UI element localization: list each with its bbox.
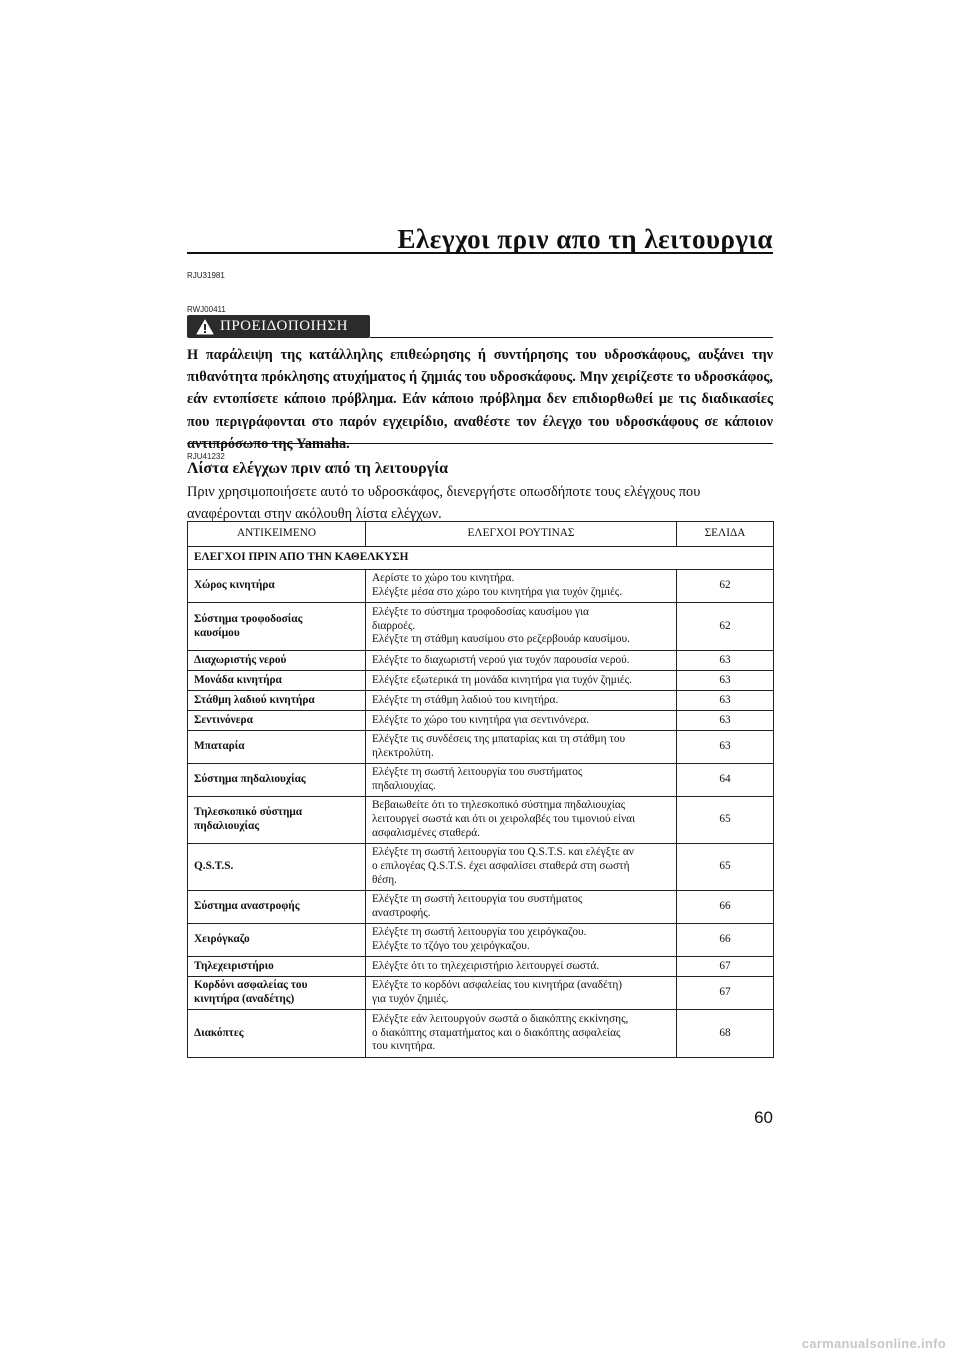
warning-badge — [187, 315, 370, 338]
table-row — [188, 1010, 774, 1058]
row-check: Ελέγξτε το κορδόνι ασφαλείας του κινητήρα (αναδέτη) για τυχόν ζημιές. — [366, 977, 677, 1010]
table-row — [188, 977, 774, 1010]
section-intro: Πριν χρησιμοποιήσετε αυτό το υδροσκάφος, διενεργήστε οπωσδήποτε τους ελέγχους που αναφέρονται στην ακόλουθη λίστα ελέγχων. — [187, 484, 701, 522]
row-item: Σύστημα τροφοδοσίας καυσίμου — [188, 603, 366, 651]
row-page: 68 — [677, 1010, 774, 1058]
row-page: 63 — [677, 731, 774, 764]
row-check: Ελέγξτε τη στάθμη λαδιού του κινητήρα. — [366, 691, 677, 711]
row-page: 62 — [677, 570, 774, 603]
row-page: 63 — [677, 711, 774, 731]
row-check: Ελέγξτε το διαχωριστή νερού για τυχόν παρουσία νερού. — [366, 651, 677, 671]
warning-header — [187, 315, 773, 339]
row-check: Ελέγξτε εξωτερικά τη μονάδα κινητήρα για τυχόν ζημιές. — [366, 671, 677, 691]
group-label: ΕΛΕΓΧΟΙ ΠΡΙΝ ΑΠΟ ΤΗΝ ΚΑΘΕΛΚΥΣΗ — [188, 547, 774, 570]
row-page: 62 — [677, 603, 774, 651]
row-item: Στάθμη λαδιού κινητήρα — [188, 691, 366, 711]
row-page: 65 — [677, 797, 774, 844]
row-check: Ελέγξτε εάν λειτουργούν σωστά ο διακόπτης εκκίνησης, ο διακόπτης σταματήματος και ο διακόπτης ασφαλείας του κινητήρα. — [366, 1010, 677, 1058]
table-group-row — [188, 547, 774, 570]
table-header-row — [188, 522, 774, 547]
row-check: Ελέγξτε τη σωστή λειτουργία του συστήματος πηδαλιουχίας. — [366, 764, 677, 797]
row-page: 67 — [677, 957, 774, 977]
row-check: Ελέγξτε τη σωστή λειτουργία του χειρόγκαζου. Ελέγξτε το τζόγο του χειρόγκαζου. — [366, 924, 677, 957]
watermark: carmanualsonline.info — [801, 1336, 946, 1351]
warning-label: ΠΡΟΕΙΔΟΠΟΙΗΣΗ — [220, 318, 348, 334]
warning-bottom-rule — [187, 443, 773, 444]
row-check: Αερίστε το χώρο του κινητήρα. Ελέγξτε μέσα στο χώρο του κινητήρα για τυχόν ζημιές. — [366, 570, 677, 603]
reference-code-warning: RWJ00411 — [187, 305, 226, 314]
table-row — [188, 711, 774, 731]
warning-triangle-icon — [196, 319, 214, 335]
row-item: Μπαταρία — [188, 731, 366, 764]
row-page: 65 — [677, 844, 774, 891]
header-page: ΣΕΛΙΔΑ — [677, 522, 774, 547]
table-row — [188, 764, 774, 797]
checklist-table — [187, 521, 774, 1058]
title-rule — [187, 252, 773, 254]
table-row — [188, 651, 774, 671]
table-row — [188, 731, 774, 764]
row-item: Διακόπτες — [188, 1010, 366, 1058]
row-page: 66 — [677, 891, 774, 924]
row-page: 67 — [677, 977, 774, 1010]
row-check: Ελέγξτε τις συνδέσεις της μπαταρίας και τη στάθμη του ηλεκτρολύτη. — [366, 731, 677, 764]
row-check: Ελέγξτε το σύστημα τροφοδοσίας καυσίμου για διαρροές. Ελέγξτε τη στάθμη καυσίμου στο ρεζερβουάρ καυσίμου. — [366, 603, 677, 651]
row-check: Ελέγξτε το χώρο του κινητήρα για σεντινόνερα. — [366, 711, 677, 731]
row-item: Διαχωριστής νερού — [188, 651, 366, 671]
row-item: Σύστημα πηδαλιουχίας — [188, 764, 366, 797]
header-check: ΕΛΕΓΧΟΙ ΡΟΥΤΙΝΑΣ — [366, 522, 677, 547]
reference-code-top: RJU31981 — [187, 271, 225, 280]
row-item: Σεντινόνερα — [188, 711, 366, 731]
row-check: Ελέγξτε ότι το τηλεχειριστήριο λειτουργεί σωστά. — [366, 957, 677, 977]
page-number: 60 — [754, 1108, 773, 1127]
section-title: Λίστα ελέγχων πριν από τη λειτουργία — [187, 460, 449, 477]
table-row — [188, 797, 774, 844]
row-item: Κορδόνι ασφαλείας του κινητήρα (αναδέτης) — [188, 977, 366, 1010]
row-check: Ελέγξτε τη σωστή λειτουργία του συστήματος αναστροφής. — [366, 891, 677, 924]
row-item: Τηλεχειριστήριο — [188, 957, 366, 977]
warning-text: Η παράλειψη της κατάλληλης επιθεώρησης ή συντήρησης του υδροσκάφους, αυξάνει την πιθανότητα πρόκλησης ατυχήματος ή ζημιάς του υδροσκάφους. Μην χειρίζεστε το υδροσκάφος, εάν εντοπίσετε κάποιο πρόβλημα. Εάν κάποιο πρόβλημα δεν επιδιορθωθεί με τις διαδικασίες που περιγράφονται στο παρόν εγχειρίδιο, αναθέστε τον έλεγχο του υδροσκάφους σε κάποιον αντιπρόσωπο της Yamaha. — [187, 347, 773, 452]
row-check: Ελέγξτε τη σωστή λειτουργία του Q.S.T.S. και ελέγξτε αν ο επιλογέας Q.S.T.S. έχει ασφαλίσει σταθερά στη σωστή θέση. — [366, 844, 677, 891]
table-row — [188, 957, 774, 977]
row-item: Q.S.T.S. — [188, 844, 366, 891]
row-page: 64 — [677, 764, 774, 797]
row-page: 63 — [677, 671, 774, 691]
warning-rule — [370, 337, 773, 338]
row-item: Σύστημα αναστροφής — [188, 891, 366, 924]
row-page: 63 — [677, 651, 774, 671]
table-row — [188, 844, 774, 891]
reference-code-section: RJU41232 — [187, 452, 225, 461]
header-item: ΑΝΤΙΚΕΙΜΕΝΟ — [188, 522, 366, 547]
table-row — [188, 570, 774, 603]
table-row — [188, 671, 774, 691]
row-check: Βεβαιωθείτε ότι το τηλεσκοπικό σύστημα πηδαλιουχίας λειτουργεί σωστά και ότι οι χειρολαβές του τιμονιού είναι ασφαλισμένες σταθερά. — [366, 797, 677, 844]
row-item: Χειρόγκαζο — [188, 924, 366, 957]
row-page: 63 — [677, 691, 774, 711]
table-row — [188, 924, 774, 957]
table-row — [188, 891, 774, 924]
page-title: Ελεγχοι πριν απο τη λειτουργια — [397, 224, 773, 254]
row-page: 66 — [677, 924, 774, 957]
row-item: Τηλεσκοπικό σύστημα πηδαλιουχίας — [188, 797, 366, 844]
row-item: Μονάδα κινητήρα — [188, 671, 366, 691]
table-row — [188, 691, 774, 711]
table-row — [188, 603, 774, 651]
row-item: Χώρος κινητήρα — [188, 570, 366, 603]
